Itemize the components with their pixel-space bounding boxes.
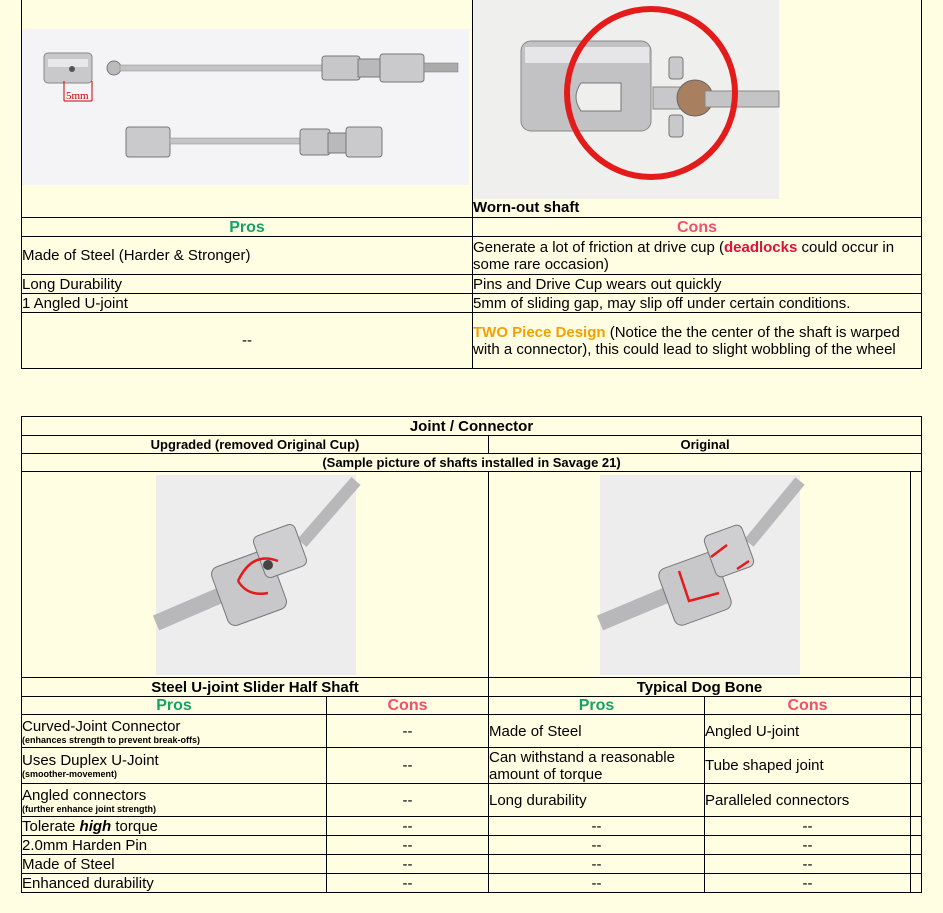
left-pros-header: Pros xyxy=(22,697,327,715)
worn-shaft-caption: Worn-out shaft xyxy=(473,199,580,216)
left-pro-cell: Curved-Joint Connector (enhances strength to prevent break-offs) xyxy=(22,715,327,748)
right-con-cell: Angled U-joint xyxy=(705,715,911,748)
left-con-cell: -- xyxy=(327,784,489,817)
right-con-cell: -- xyxy=(705,874,911,893)
right-cons-header: Cons xyxy=(705,697,911,715)
right-pro-cell: Can withstand a reasonable amount of torque xyxy=(489,748,705,784)
right-pro-cell: -- xyxy=(489,836,705,855)
pro-cell: Made of Steel (Harder & Stronger) xyxy=(22,237,473,275)
upgraded-column-header: Upgraded (removed Original Cup) xyxy=(22,436,489,454)
original-joint-photo xyxy=(489,473,911,677)
left-con-cell: -- xyxy=(327,748,489,784)
right-con-cell: Tube shaped joint xyxy=(705,748,911,784)
left-con-cell: -- xyxy=(327,874,489,893)
left-cons-header: Cons xyxy=(327,697,489,715)
con-cell: Pins and Drive Cup wears out quickly xyxy=(473,275,922,294)
right-con-cell: -- xyxy=(705,817,911,836)
right-pro-cell: -- xyxy=(489,874,705,893)
cons-header: Cons xyxy=(473,218,922,237)
left-con-cell: -- xyxy=(327,836,489,855)
left-pro-cell: 2.0mm Harden Pin xyxy=(22,836,327,855)
left-product-name: Steel U-joint Slider Half Shaft xyxy=(22,678,489,697)
right-con-cell: -- xyxy=(705,836,911,855)
two-piece-highlight: TWO Piece Design xyxy=(473,323,606,341)
upgraded-photo-cell xyxy=(22,472,489,678)
deadlocks-highlight: deadlocks xyxy=(723,238,798,256)
scale-label: 5mm xyxy=(66,90,89,102)
right-pros-header: Pros xyxy=(489,697,705,715)
left-con-cell: -- xyxy=(327,817,489,836)
pros-header: Pros xyxy=(22,218,473,237)
con-cell: 5mm of sliding gap, may slip off under certain conditions. xyxy=(473,294,922,313)
right-con-cell: -- xyxy=(705,855,911,874)
right-pro-cell: Made of Steel xyxy=(489,715,705,748)
right-pro-cell: Long durability xyxy=(489,784,705,817)
joint-connector-table xyxy=(21,416,922,893)
upgraded-joint-photo xyxy=(22,473,489,677)
right-pro-cell: -- xyxy=(489,855,705,874)
left-pro-cell: Uses Duplex U-Joint (smoother-movement) xyxy=(22,748,327,784)
pro-cell: Long Durability xyxy=(22,275,473,294)
worn-shaft-cell xyxy=(473,0,922,218)
left-pro-cell: Enhanced durability xyxy=(22,874,327,893)
shaft-photo-cell xyxy=(22,0,473,218)
right-product-name: Typical Dog Bone xyxy=(489,678,911,697)
shaft-comparison-table xyxy=(21,0,922,369)
shaft-parts-photo xyxy=(22,0,473,217)
right-pro-cell: -- xyxy=(489,817,705,836)
original-column-header: Original xyxy=(489,436,922,454)
original-photo-cell xyxy=(489,472,911,678)
left-pro-cell: Angled connectors (further enhance joint strength) xyxy=(22,784,327,817)
right-con-cell: Paralleled connectors xyxy=(705,784,911,817)
con-cell: Generate a lot of friction at drive cup (deadlocks could occur in some rare occasion) xyxy=(473,237,922,275)
pro-cell: -- xyxy=(22,313,473,369)
con-cell: TWO Piece Design (Notice the the center of the shaft is warped with a connector), this could lead to slight wobbling of the wheel xyxy=(473,313,922,369)
joint-table-title: Joint / Connector xyxy=(22,417,922,436)
worn-shaft-photo xyxy=(473,0,922,199)
left-pro-cell: Tolerate high torque xyxy=(22,817,327,836)
left-con-cell: -- xyxy=(327,715,489,748)
pro-cell: 1 Angled U-joint xyxy=(22,294,473,313)
left-pro-cell: Made of Steel xyxy=(22,855,327,874)
sample-note: (Sample picture of shafts installed in Savage 21) xyxy=(22,454,922,472)
left-con-cell: -- xyxy=(327,855,489,874)
